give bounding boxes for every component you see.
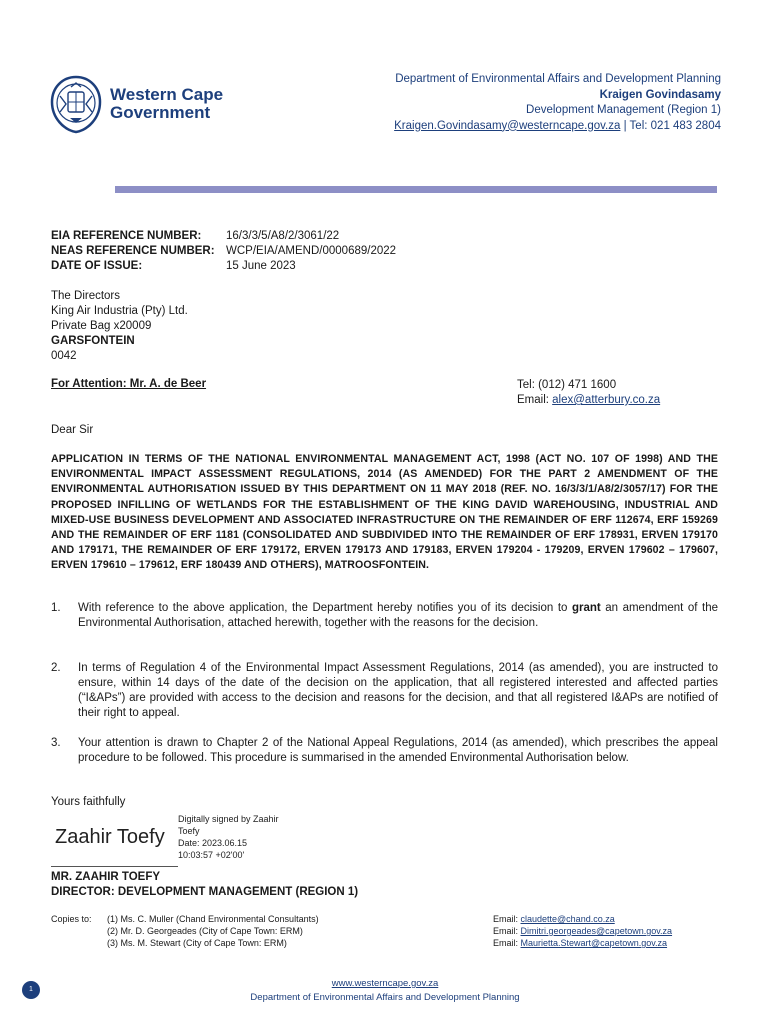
subject-heading: APPLICATION IN TERMS OF THE NATIONAL ENVIRONMENTAL MANAGEMENT ACT, 1998 (ACT NO. 107 OF 1998) AND THE ENVIRONMENTAL IMPACT ASSESSMENT REGULATIONS, 2014 (AS AMENDED) FOR THE PART 2 AMENDMENT OF THE ENVIRONMENTAL AUTHORISATION ISSUED BY THIS DEPARTMENT ON 11 MAY 2018 (REF. NO. 16/3/3/1/A8/2/3057/17) FOR THE PROPOSED INFILLING OF WETLANDS FOR THE ESTABLISHMENT OF THE KING DAVID WAREHOUSING, INDUSTRIAL AND MIXED-USE BUSINESS DEVELOPMENT AND ASSOCIATED INFRASTRUCTURE ON THE REMAINDER OF ERF 112674, ERF 159269 AND THE REMAINDER OF ERF 1181 (CONSOLIDATED AND SUBDIVIDED INTO THE REMAINDER OF ERF 178931, ERVEN 179170 AND 179171, THE REMAINDER OF ERF 179172, ERVEN 179173 AND 179183, ERVEN 179204 - 179209, ERVEN 179602 – 179607, ERVEN 179610 – 179612, ERF 180439 AND OTHERS), MATROOSFONTEIN.	[51, 453, 718, 572]
header-email-link[interactable]: Kraigen.Govindasamy@westerncape.gov.za	[394, 119, 621, 132]
copies-label-spacer	[51, 937, 107, 949]
header-unit: Development Management (Region 1)	[526, 104, 721, 116]
address-line: King Air Industria (Pty) Ltd.	[51, 305, 188, 317]
email-label: Email:	[493, 926, 521, 936]
salutation: Dear Sir	[51, 424, 94, 436]
address-line: GARSFONTEIN	[51, 335, 135, 347]
copy-email-link[interactable]: Dimitri.georgeades@capetown.gov.za	[520, 926, 673, 936]
digital-signature-details	[178, 813, 279, 861]
text-run: With reference to the above application, the Department hereby notifies you of its decision to	[78, 602, 572, 614]
paragraph-2	[51, 661, 718, 721]
email-label: Email:	[493, 938, 521, 948]
ref-value: 16/3/3/5/A8/2/3061/22	[226, 230, 340, 242]
paragraph-text: In terms of Regulation 4 of the Environmental Impact Assessment Regulations, 2014 (as amended), you are instructed to ensure, within 14 days of the date of the decision on the application, that all registered interested and affected parties (“I&APs”) are provided with access to the decision and reasons for the decision, and that all registered I&APs are notified of their right to appeal.	[78, 662, 718, 719]
ref-key: DATE OF ISSUE:	[51, 260, 143, 272]
wcg-logo	[48, 74, 224, 141]
header-name: Kraigen Govindasamy	[599, 88, 721, 101]
copy-row	[51, 937, 319, 949]
paragraph-number: 2.	[51, 662, 61, 674]
ref-row	[51, 259, 396, 274]
signature-script: Zaahir Toefy	[55, 826, 165, 848]
ref-key: EIA REFERENCE NUMBER:	[51, 230, 202, 242]
paragraph-3	[51, 736, 718, 766]
signature-detail: Digitally signed by Zaahir	[178, 814, 279, 824]
recipient-email-link[interactable]: alex@atterbury.co.za	[552, 394, 661, 406]
copy-recipient: (3) Ms. M. Stewart (City of Cape Town: ERM)	[107, 938, 287, 948]
address-line: 0042	[51, 350, 77, 362]
copies-list	[51, 913, 319, 949]
header-divider	[115, 186, 717, 193]
closing: Yours faithfully	[51, 796, 126, 808]
signature-detail: 10:03:57 +02'00'	[178, 850, 245, 860]
ref-row	[51, 244, 396, 259]
coat-of-arms-icon	[48, 74, 104, 136]
letterhead	[394, 72, 721, 134]
reference-block	[51, 229, 396, 274]
copy-row	[51, 913, 319, 925]
recipient-address	[51, 289, 188, 364]
signature-detail: Toefy	[178, 826, 200, 836]
brand-line-1: Western Cape	[110, 85, 224, 104]
page-number-badge: 1	[22, 981, 40, 999]
paragraph-text: Your attention is drawn to Chapter 2 of the National Appeal Regulations, 2014 (as amended), which prescribes the appeal procedure to be followed. This procedure is summarised in the amended Environmental Authorisation below.	[78, 737, 718, 764]
signature-line	[51, 866, 178, 867]
footer-department: Department of Environmental Affairs and Development Planning	[250, 992, 520, 1003]
signer-name: MR. ZAAHIR TOEFY	[51, 871, 161, 883]
copy-email	[493, 937, 672, 949]
email-label: Email:	[493, 914, 521, 924]
copy-recipient: (1) Ms. C. Muller (Chand Environmental Consultants)	[107, 914, 319, 924]
ref-value: 15 June 2023	[226, 260, 296, 272]
signer-title: DIRECTOR: DEVELOPMENT MANAGEMENT (REGION 1)	[51, 886, 359, 898]
footer-url-link[interactable]: www.westerncape.gov.za	[331, 978, 439, 989]
copies-label-spacer	[51, 925, 107, 937]
signature-detail: Date: 2023.06.15	[178, 838, 248, 848]
recipient-email	[517, 393, 660, 408]
recipient-contact	[517, 378, 660, 408]
email-label: Email:	[517, 394, 553, 406]
copy-row	[51, 925, 319, 937]
copies-label: Copies to:	[51, 914, 92, 924]
ref-row	[51, 229, 396, 244]
recipient-tel: Tel: (012) 471 1600	[517, 379, 617, 391]
attention-line: For Attention: Mr. A. de Beer	[51, 378, 207, 390]
header-tel: | Tel: 021 483 2804	[620, 119, 721, 132]
ref-value: WCP/EIA/AMEND/0000689/2022	[226, 245, 397, 257]
paragraph-text	[78, 601, 718, 631]
copies-emails	[493, 913, 672, 949]
copy-email-link[interactable]: Maurietta.Stewart@capetown.gov.za	[520, 938, 668, 948]
text-run: an amendment of the Environmental Authorisation, attached herewith, together with the reasons for the decision.	[78, 602, 718, 629]
signer-block	[51, 870, 358, 900]
text-run-bold: grant	[571, 602, 601, 614]
paragraph-number: 1.	[51, 602, 61, 614]
copy-recipient: (2) Mr. D. Georgeades (City of Cape Town: ERM)	[107, 926, 303, 936]
brand-line-2: Government	[110, 103, 211, 122]
copy-email-link[interactable]: claudette@chand.co.za	[520, 914, 615, 924]
header-department: Department of Environmental Affairs and Development Planning	[395, 73, 721, 85]
address-line: The Directors	[51, 290, 121, 302]
copy-email	[493, 913, 672, 925]
paragraph-number: 3.	[51, 737, 61, 749]
header-contact	[394, 119, 721, 135]
footer	[0, 977, 770, 1005]
brand-name	[110, 86, 223, 122]
paragraph-1	[51, 601, 718, 631]
ref-key: NEAS REFERENCE NUMBER:	[51, 245, 215, 257]
copy-email	[493, 925, 672, 937]
address-line: Private Bag x20009	[51, 320, 152, 332]
